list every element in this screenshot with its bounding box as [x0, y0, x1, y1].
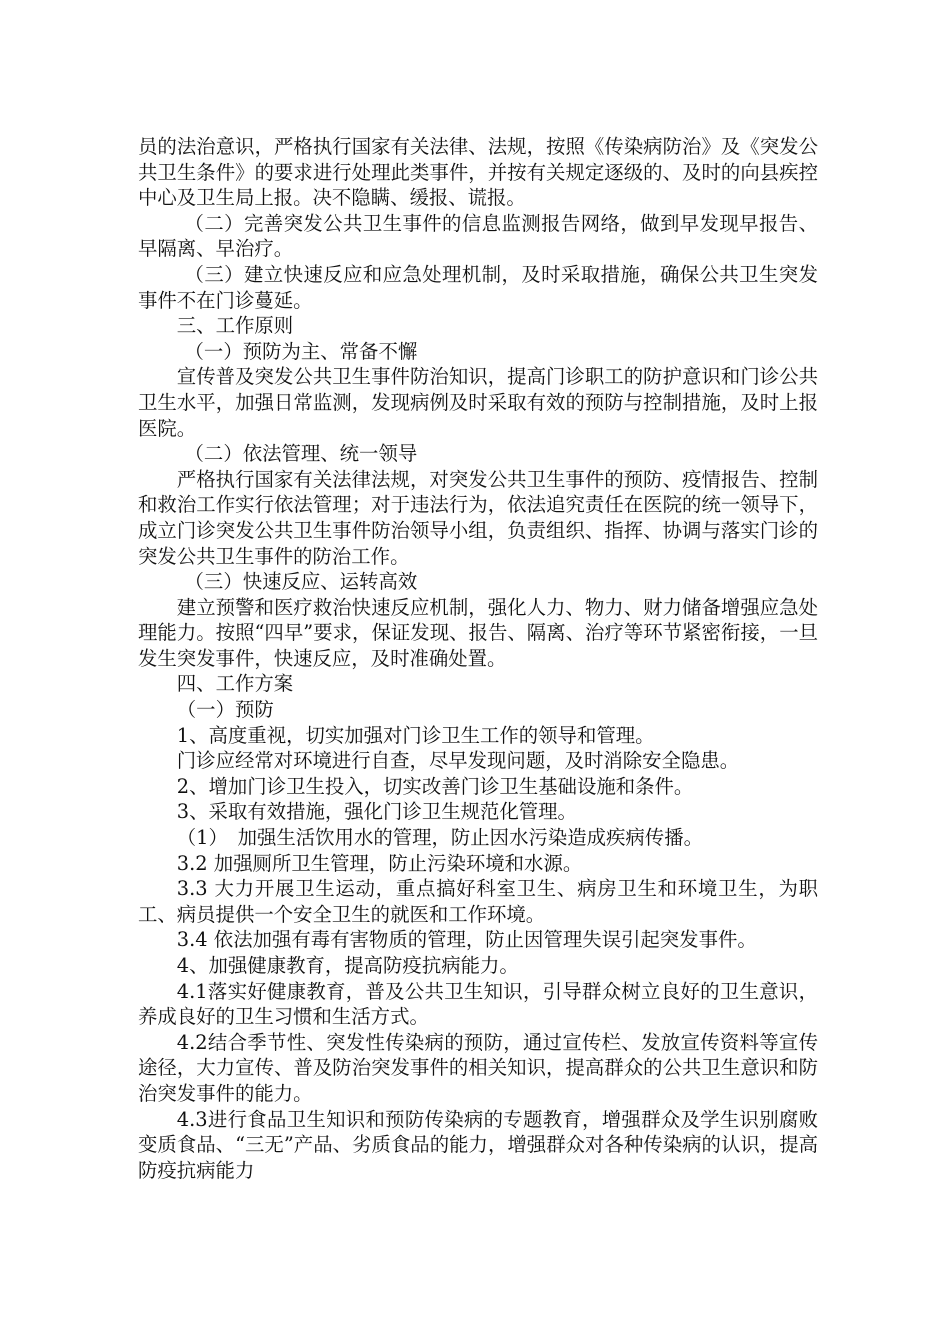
list-item: 2、增加门诊卫生投入，切实改善门诊卫生基础设施和条件。 — [176, 774, 694, 798]
document-body — [138, 134, 818, 1183]
subsection-heading: （一）预防 — [176, 698, 274, 722]
list-item: 3、采取有效措施，强化门诊卫生规范化管理。 — [176, 800, 577, 824]
paragraph: 严格执行国家有关法律法规，对突发公共卫生事件的预防、疫情报告、控制和救治工作实行依法管理；对于违法行为，依法追究责任在医院的统一领导下，成立门诊突发公共卫生事件防治领导小组，负责组织、指挥、协调与落实门诊的突发公共卫生事件的防治工作。 — [138, 467, 818, 568]
list-item: 4、加强健康教育，提高防疫抗病能力。 — [176, 954, 519, 977]
subsection-heading: （三）快速反应、运转高效 — [184, 570, 418, 594]
paragraph: （三）建立快速反应和应急处理机制，及时采取措施，确保公共卫生突发事件不在门诊蔓延。 — [138, 262, 818, 312]
subsection-heading: （一）预防为主、常备不懈 — [184, 339, 418, 363]
list-item: 3.2 加强厕所卫生管理，防止污染环境和水源。 — [176, 851, 583, 875]
list-item: 1、高度重视，切实加强对门诊卫生工作的领导和管理。 — [176, 723, 655, 747]
list-item: （1） 加强生活饮用水的管理，防止因水污染造成疾病传播。 — [176, 826, 703, 850]
paragraph: 门诊应经常对环境进行自查，尽早发现问题，及时消除安全隐患。 — [176, 749, 740, 773]
paragraph: 建立预警和医疗救治快速反应机制，强化人力、物力、财力储备增强应急处理能力。按照“四早”要求，保证发现、报告、隔离、治疗等环节紧密衔接，一旦发生突发事件，快速反应，及时准确处置。 — [138, 595, 818, 670]
paragraph: 员的法治意识，严格执行国家有关法律、法规，按照《传染病防治》及《突发公共卫生条件》的要求进行处理此类事件，并按有关规定逐级的、及时的向县疾控中心及卫生局上报。决不隐瞒、缓报、谎报。 — [138, 135, 818, 210]
list-item: 3.4 依法加强有毒有害物质的管理，防止因管理失误引起突发事件。 — [176, 928, 757, 952]
list-item: 4.3进行食品卫生知识和预防传染病的专题教育，增强群众及学生识别腐败变质食品、“三无”产品、劣质食品的能力，增强群众对各种传染病的认识，提高防疫抗病能力 — [138, 1107, 818, 1182]
section-heading: 四、工作方案 — [176, 672, 294, 696]
subsection-heading: （二）依法管理、统一领导 — [184, 442, 418, 466]
list-item: 3.3 大力开展卫生运动，重点搞好科室卫生、病房卫生和环境卫生，为职工、病员提供一个安全卫生的就医和工作环境。 — [138, 877, 818, 926]
paragraph: 宣传普及突发公共卫生事件防治知识，提高门诊职工的防护意识和门诊公共卫生水平，加强日常监测，发现病例及时采取有效的预防与控制措施，及时上报医院。 — [138, 365, 818, 440]
section-heading: 三、工作原则 — [176, 314, 294, 338]
paragraph: （二）完善突发公共卫生事件的信息监测报告网络，做到早发现早报告、早隔离、早治疗。 — [138, 211, 818, 261]
list-item: 4.2结合季节性、突发性传染病的预防，通过宣传栏、发放宣传资料等宣传途径，大力宣传、普及防治突发事件的相关知识，提高群众的公共卫生意识和防治突发事件的能力。 — [138, 1030, 818, 1105]
list-item: 4.1落实好健康教育，普及公共卫生知识，引导群众树立良好的卫生意识，养成良好的卫生习惯和生活方式。 — [138, 979, 818, 1029]
